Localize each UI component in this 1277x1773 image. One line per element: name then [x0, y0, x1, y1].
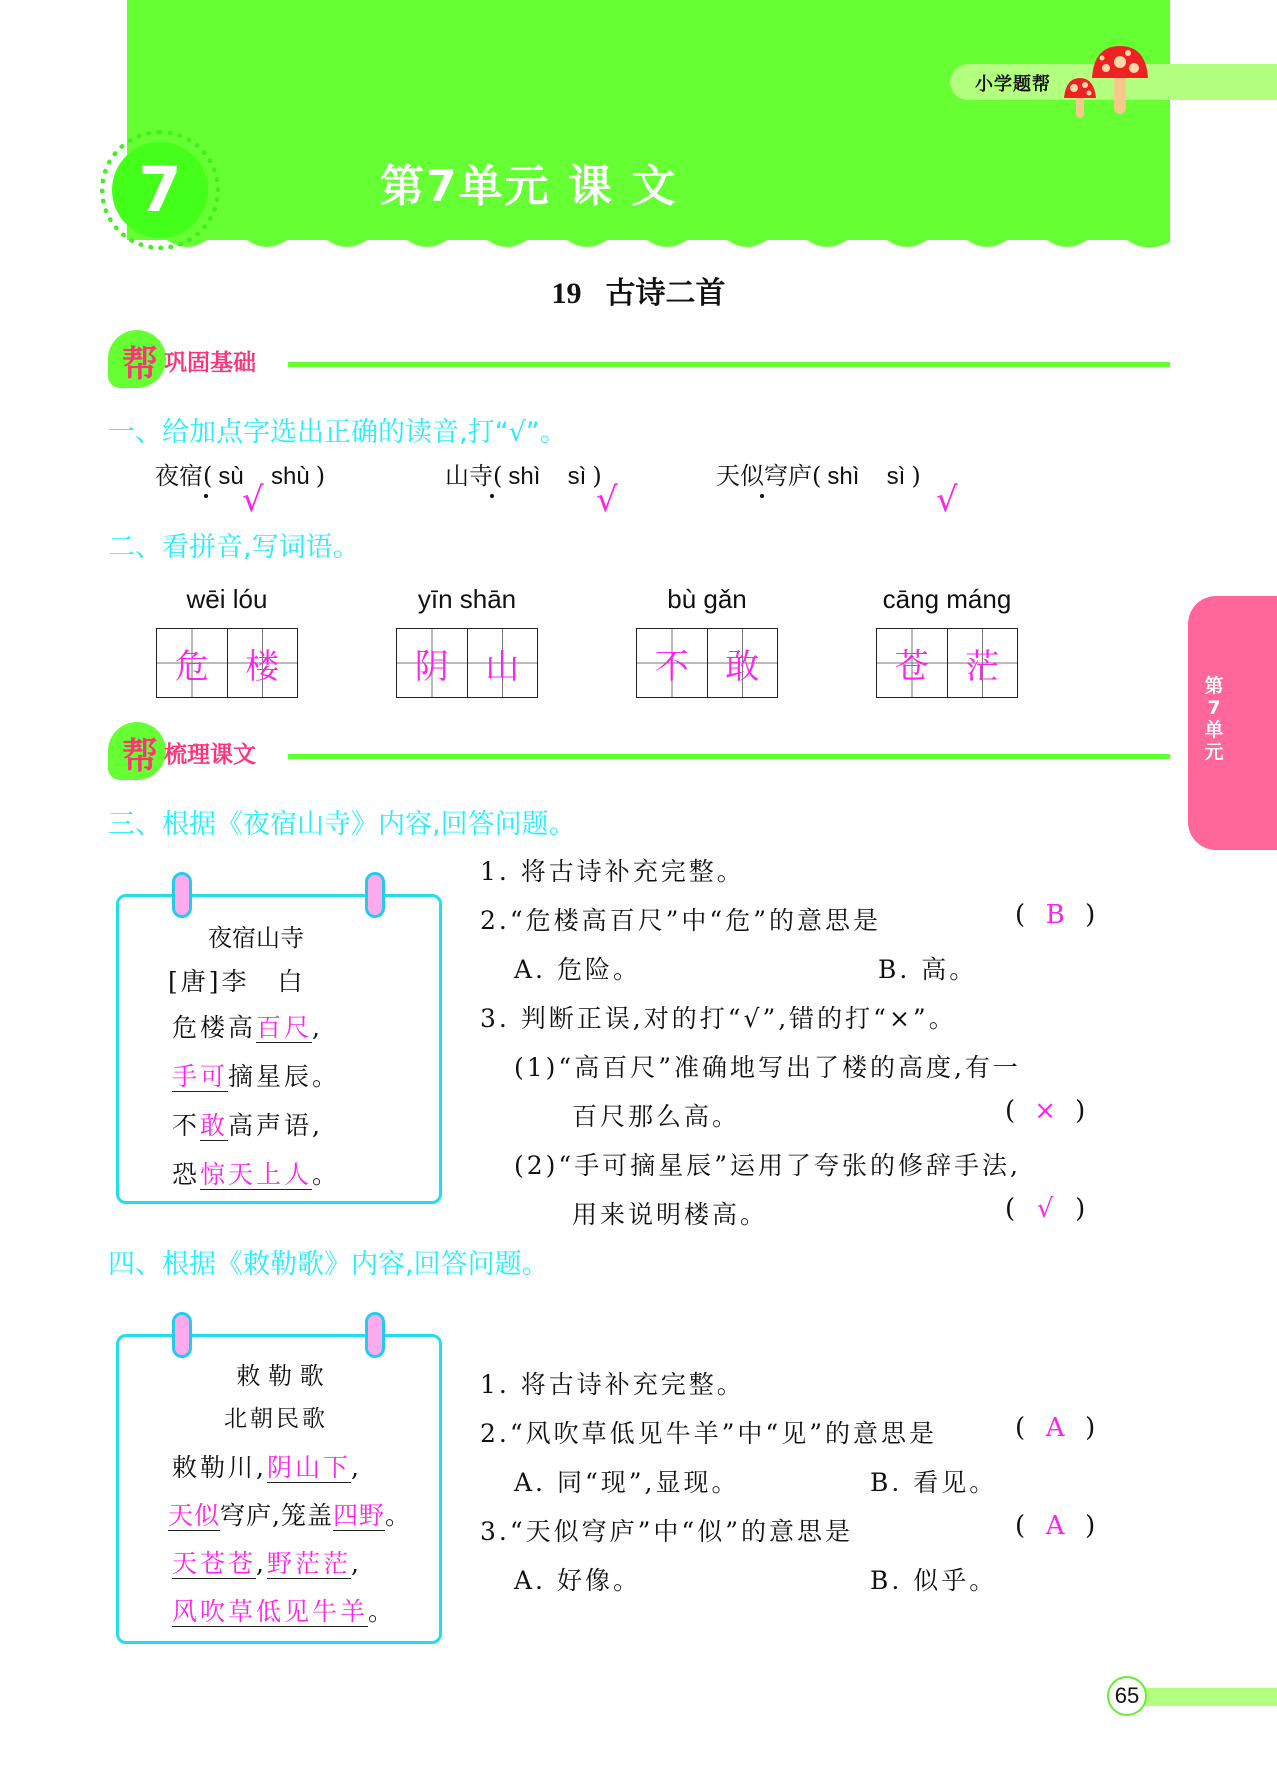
poem-title: 敕 勒 歌 — [236, 1362, 324, 1390]
binder-ring-icon — [172, 872, 192, 918]
poem-line — [172, 1106, 323, 1142]
poem-line — [172, 1592, 396, 1628]
judge-1-line-1: (1)“高百尺”准确地写出了楼的高度,有一 — [514, 1053, 1021, 1082]
poem-blank[interactable]: 野茫茫 — [266, 1549, 351, 1578]
poem-text: 。 — [312, 1160, 341, 1189]
answer-value: A — [1045, 1413, 1065, 1443]
lesson-number: 19 — [551, 277, 582, 310]
help-icon: 帮 — [122, 344, 159, 385]
poem-title: 夜宿山寺 — [208, 924, 304, 952]
q3-sub-1: 1. 将古诗补充完整。 — [480, 857, 745, 886]
poem-text: 。 — [384, 1501, 411, 1530]
poem-text: , — [350, 1453, 362, 1482]
poem-text: 危楼高 — [172, 1013, 257, 1042]
poem-author: 北朝民歌 — [224, 1406, 328, 1432]
section-label: 梳理课文 — [164, 742, 256, 768]
mushroom-icon — [1090, 44, 1150, 116]
tianzige-cell[interactable] — [157, 629, 228, 697]
check-mark-icon: √ — [936, 480, 958, 520]
q1-option[interactable]: sì — [886, 463, 906, 490]
poem-blank[interactable]: 天似 — [168, 1501, 221, 1530]
written-char: 茫 — [965, 646, 1000, 687]
question-2-title: 二、看拼音,写词语。 — [108, 532, 360, 563]
page-number: 65 — [1107, 1676, 1147, 1716]
poem-text: 穹庐,笼盖 — [220, 1501, 333, 1530]
side-tab-char: 单 — [1204, 719, 1224, 741]
section-label: 巩固基础 — [164, 350, 256, 376]
poem-line — [172, 1008, 323, 1044]
tianzige-cell[interactable] — [228, 629, 298, 697]
side-tab-char: 元 — [1204, 741, 1224, 763]
unit-number: 7 — [138, 153, 182, 226]
q1-word: 山寺 — [445, 462, 493, 490]
poem-text: 。 — [368, 1597, 397, 1626]
poem-blank[interactable]: 天苍苍 — [172, 1549, 257, 1578]
pinyin-label: cāng máng — [882, 584, 1012, 614]
option-b: B. 高。 — [878, 955, 978, 984]
section-divider — [288, 754, 1170, 759]
poem-text: 敕勒川, — [172, 1453, 267, 1482]
q1-item-3: 天似穹庐( shì sì ) — [716, 462, 921, 490]
page-number-bar — [1140, 1688, 1277, 1706]
q1-option[interactable]: shù — [271, 463, 310, 490]
poem-text: 高声语, — [228, 1111, 323, 1140]
section-divider — [288, 362, 1170, 367]
poem-text: , — [350, 1549, 362, 1578]
pinyin-label: yīn shān — [417, 584, 517, 614]
q1-item-1: 夜宿( sù shù ) — [155, 462, 326, 490]
emphasis-dot — [760, 494, 764, 498]
written-char: 危 — [174, 646, 209, 687]
poem-line — [172, 1544, 362, 1580]
tianzige-box[interactable] — [876, 628, 1018, 698]
answer-value: √ — [1036, 1194, 1054, 1224]
poem-text: , — [312, 1013, 323, 1042]
q1-option[interactable]: sì — [567, 463, 587, 490]
option-a: A. 危险。 — [514, 955, 641, 984]
side-tab-label — [1188, 675, 1240, 763]
q1-item-2: 山寺( shì sì ) — [445, 462, 602, 490]
option-a: A. 同“现”,显现。 — [514, 1468, 740, 1497]
lesson-title — [0, 268, 1277, 312]
option-b: B. 似乎。 — [870, 1566, 998, 1595]
poem-blank[interactable]: 手可 — [172, 1062, 229, 1091]
q4-sub-2: 2.“风吹草低见牛羊”中“见”的意思是 — [480, 1419, 937, 1448]
emphasis-dot — [490, 494, 494, 498]
answer-bracket[interactable]: ( B ) — [1015, 900, 1096, 930]
section-header-review — [108, 722, 1170, 782]
written-char: 敢 — [725, 646, 760, 687]
q1-option[interactable]: sù — [218, 463, 244, 490]
q3-sub-2: 2.“危楼高百尺”中“危”的意思是 — [480, 906, 881, 935]
poem-blank[interactable]: 风吹草低见牛羊 — [172, 1597, 369, 1626]
judge-2-line-2: 用来说明楼高。 — [572, 1200, 769, 1229]
answer-value: A — [1045, 1511, 1065, 1541]
poem-line — [168, 1496, 411, 1532]
side-tab-char: 7 — [1207, 697, 1221, 719]
tianzige-cell[interactable] — [397, 629, 468, 697]
brand-name: 小学题帮 — [975, 74, 1051, 95]
help-icon: 帮 — [122, 736, 159, 777]
tianzige-cell[interactable] — [708, 629, 778, 697]
poem-line — [172, 1057, 340, 1093]
q4-sub-3: 3.“天似穹庐”中“似”的意思是 — [480, 1517, 853, 1546]
side-tab-char: 第 — [1204, 675, 1224, 697]
answer-bracket[interactable]: ( A ) — [1015, 1413, 1096, 1443]
binder-ring-icon — [365, 872, 385, 918]
tianzige-box[interactable] — [396, 628, 538, 698]
written-char: 苍 — [894, 646, 929, 687]
poem-author: [唐]李 白 — [168, 967, 306, 996]
judge-1-line-2: 百尺那么高。 — [572, 1102, 741, 1131]
check-mark-icon: √ — [596, 480, 618, 520]
poem-text: 恐 — [172, 1160, 201, 1189]
check-mark-icon: √ — [242, 480, 264, 520]
q1-word: 夜宿 — [155, 462, 203, 490]
written-char: 山 — [485, 646, 520, 687]
question-1-title: 一、给加点字选出正确的读音,打“√”。 — [108, 417, 567, 448]
unit-title: 第7单元 课 文 — [380, 161, 678, 212]
poem-line — [172, 1155, 340, 1191]
lesson-name: 古诗二首 — [605, 276, 726, 311]
banner-wave-edge — [127, 228, 1170, 254]
written-char: 不 — [654, 646, 689, 687]
written-char: 阴 — [414, 646, 449, 687]
poem-blank[interactable]: 阴山下 — [266, 1453, 351, 1482]
poem-text: , — [256, 1549, 267, 1578]
q1-word: 天似穹庐 — [716, 462, 812, 490]
poem-line — [172, 1448, 362, 1484]
option-b: B. 看见。 — [870, 1468, 998, 1497]
written-char: 楼 — [245, 646, 280, 687]
poem-text: 不 — [172, 1111, 201, 1140]
pinyin-label: bù gǎn — [667, 584, 747, 614]
q1-option[interactable]: shì — [508, 463, 541, 490]
answer-value: B — [1045, 900, 1065, 930]
binder-ring-icon — [172, 1312, 192, 1358]
answer-bracket[interactable]: ( A ) — [1015, 1511, 1096, 1541]
answer-bracket[interactable]: ( × ) — [1005, 1096, 1086, 1126]
poem-blank[interactable]: 惊天上人 — [200, 1160, 313, 1189]
answer-value: × — [1034, 1096, 1057, 1126]
tianzige-cell[interactable] — [877, 629, 948, 697]
q1-option[interactable]: shì — [827, 463, 860, 490]
judge-2-line-1: (2)“手可摘星辰”运用了夸张的修辞手法, — [514, 1151, 1021, 1180]
tianzige-box[interactable] — [636, 628, 778, 698]
poem-blank[interactable]: 四野 — [332, 1501, 385, 1530]
tianzige-cell[interactable] — [948, 629, 1018, 697]
pinyin-label: wēi lóu — [186, 584, 268, 614]
binder-ring-icon — [365, 1312, 385, 1358]
answer-bracket[interactable]: ( √ ) — [1005, 1194, 1086, 1224]
emphasis-dot — [204, 494, 208, 498]
q4-sub-1: 1. 将古诗补充完整。 — [480, 1370, 745, 1399]
poem-blank[interactable]: 百尺 — [256, 1013, 313, 1042]
section-header-basics — [108, 330, 1170, 390]
q3-sub-3: 3. 判断正误,对的打“√”,错的打“×”。 — [480, 1004, 957, 1033]
tianzige-box[interactable] — [156, 628, 298, 698]
question-4-title: 四、根据《敕勒歌》内容,回答问题。 — [108, 1249, 549, 1280]
option-a: A. 好像。 — [514, 1566, 641, 1595]
poem-blank[interactable]: 敢 — [200, 1111, 229, 1140]
tianzige-cell[interactable] — [468, 629, 538, 697]
question-3-title: 三、根据《夜宿山寺》内容,回答问题。 — [108, 809, 576, 840]
poem-text: 摘星辰。 — [228, 1062, 341, 1091]
tianzige-cell[interactable] — [637, 629, 708, 697]
